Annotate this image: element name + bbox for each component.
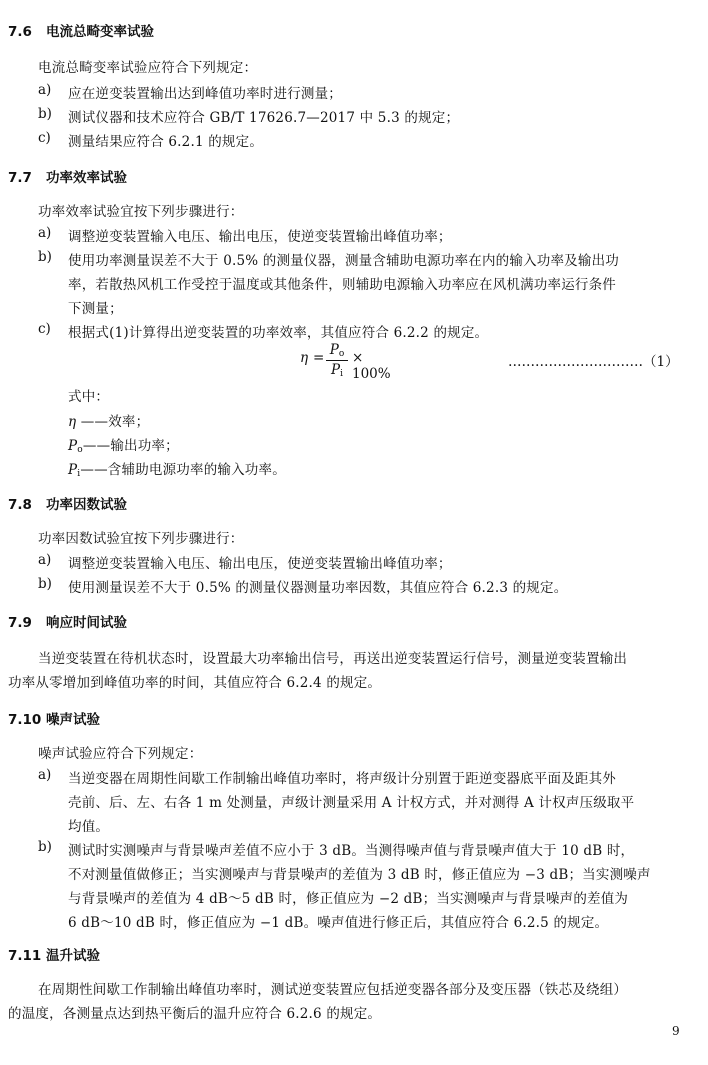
list-tag: b) xyxy=(38,249,52,265)
list-item-line: 测试时实测噪声与背景噪声差值不应小于 3 dB。当测得噪声值与背景噪声值大于 10 dB 时， xyxy=(68,843,635,859)
list-item-line: 6 dB～10 dB 时，修正值应为 −1 dB。噪声值进行修正后，其值应符合 6.2.5 的规定。 xyxy=(68,915,609,931)
formula-eta: η xyxy=(300,350,309,366)
list-item-line: 使用功率测量误差不大于 0.5% 的测量仪器，测量含辅助电源功率在内的输入功率及输出功 xyxy=(68,253,619,269)
paragraph-line: 当逆变装置在待机状态时，设置最大功率输出信号，再送出逆变装置运行信号，测量逆变装置输出 xyxy=(38,651,628,667)
list-tag: b) xyxy=(38,106,52,122)
formula-multiplier: × 100% xyxy=(352,350,391,382)
list-item: 测试仪器和技术应符合 GB/T 17626.7—2017 中 5.3 的规定； xyxy=(68,110,460,126)
where-label: 式中： xyxy=(68,389,110,405)
section-intro: 功率因数试验宜按下列步骤进行： xyxy=(38,531,244,547)
list-item-line: 壳前、后、左、右各 1 m 处测量，声级计测量采用 A 计权方式，并对测得 A 计权声压级取平 xyxy=(68,795,635,811)
section-intro: 功率效率试验宜按下列步骤进行： xyxy=(38,204,244,220)
page-number: 9 xyxy=(672,1024,680,1038)
formula-numerator: $P_o$ xyxy=(329,342,345,359)
list-item-line: 不对测量值做修正；当实测噪声与背景噪声的差值为 3 dB 时，修正值应为 −3 dB；当实测噪声 xyxy=(68,867,651,883)
list-item-line: 均值。 xyxy=(68,819,110,835)
paragraph-line: 的温度，各测量点达到热平衡后的温升应符合 6.2.6 的规定。 xyxy=(8,1006,382,1022)
list-tag: a) xyxy=(38,552,52,568)
section-heading-7-8 xyxy=(8,493,127,513)
list-item: 应在逆变装置输出达到峰值功率时进行测量； xyxy=(68,86,342,102)
section-heading-7-7 xyxy=(8,166,127,186)
paragraph-line: 功率从零增加到峰值功率的时间，其值应符合 6.2.4 的规定。 xyxy=(8,675,382,691)
section-title: 电流总畸变率试验 xyxy=(46,24,154,40)
section-number: 7.8 xyxy=(8,497,32,513)
section-heading-7-10 xyxy=(8,708,100,728)
section-title: 响应时间试验 xyxy=(46,615,127,631)
list-item-line: 率，若散热风机工作受控于温度或其他条件，则辅助电源输入功率应在风机满功率运行条件 xyxy=(68,277,616,293)
equation-number: …………………………（1） xyxy=(508,354,679,370)
list-item-line: 下测量； xyxy=(68,301,123,317)
list-tag: b) xyxy=(38,576,52,592)
section-number: 7.9 xyxy=(8,615,32,631)
list-item: 调整逆变装置输入电压、输出电压，使逆变装置输出峰值功率； xyxy=(68,556,452,572)
section-title: 功率效率试验 xyxy=(46,170,127,186)
definition-eta: η ——效率； xyxy=(68,414,150,430)
list-item-line: 当逆变器在周期性间歇工作制输出峰值功率时，将声级计分别置于距逆变器底平面及距其外 xyxy=(68,771,616,787)
definition-po: $P_o——$输出功率； xyxy=(68,438,179,455)
list-item-line: 与背景噪声的差值为 4 dB～5 dB 时，修正值应为 −2 dB；当实测噪声与背景噪声的差值为 xyxy=(68,891,629,907)
list-tag: c) xyxy=(38,130,51,146)
list-tag: c) xyxy=(38,321,51,337)
section-title: 功率因数试验 xyxy=(46,497,127,513)
section-number: 7.7 xyxy=(8,170,32,186)
section-number: 7.11 xyxy=(8,948,42,964)
section-title: 温升试验 xyxy=(46,948,100,964)
list-item: 根据式(1)计算得出逆变装置的功率效率，其值应符合 6.2.2 的规定。 xyxy=(68,325,489,341)
list-tag: b) xyxy=(38,839,52,855)
list-item: 调整逆变装置输入电压、输出电压，使逆变装置输出峰值功率； xyxy=(68,229,452,245)
list-item: 测量结果应符合 6.2.1 的规定。 xyxy=(68,134,264,150)
formula-equals: = xyxy=(313,350,325,366)
formula-denominator: $P_i$ xyxy=(331,362,343,379)
section-title: 噪声试验 xyxy=(46,712,100,728)
list-tag: a) xyxy=(38,225,52,241)
section-heading-7-11 xyxy=(8,944,100,964)
paragraph-line: 在周期性间歇工作制输出峰值功率时，测试逆变装置应包括逆变器各部分及变压器（铁芯及绕组） xyxy=(38,982,628,998)
section-heading-7-6 xyxy=(8,20,154,40)
section-number: 7.10 xyxy=(8,712,42,728)
fraction-bar xyxy=(326,360,348,361)
section-number: 7.6 xyxy=(8,24,32,40)
definition-pi: $P_i——$含辅助电源功率的输入功率。 xyxy=(68,462,286,479)
section-heading-7-9 xyxy=(8,611,127,631)
section-intro: 电流总畸变率试验应符合下列规定： xyxy=(38,60,258,76)
list-tag: a) xyxy=(38,767,52,783)
list-item: 使用测量误差不大于 0.5% 的测量仪器测量功率因数，其值应符合 6.2.3 的规定。 xyxy=(68,580,568,596)
section-intro: 噪声试验应符合下列规定： xyxy=(38,746,203,762)
list-tag: a) xyxy=(38,82,52,98)
